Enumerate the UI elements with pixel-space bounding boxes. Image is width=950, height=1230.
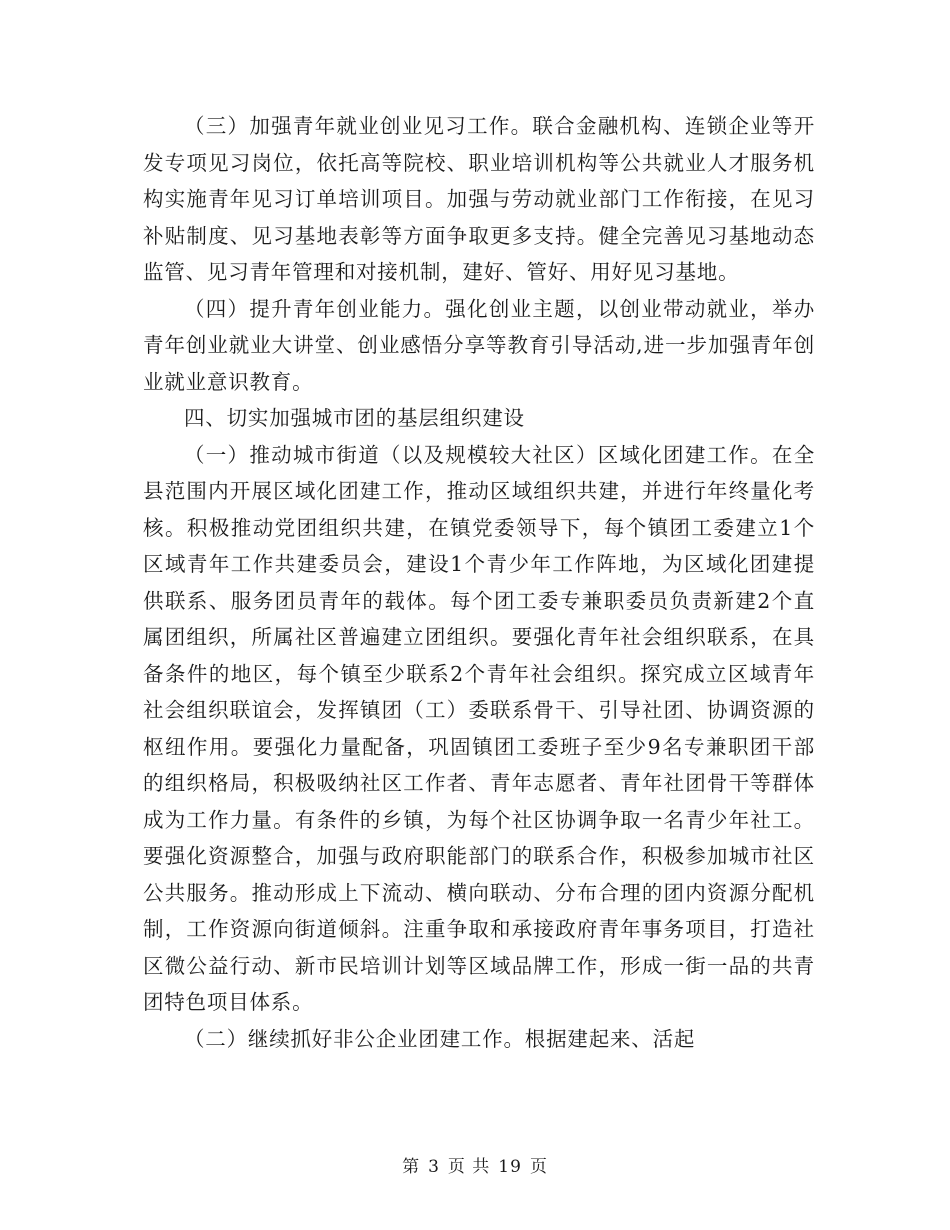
- footer-page-number: 3: [428, 1157, 440, 1177]
- footer-suffix: 页: [529, 1157, 548, 1177]
- paragraph-regional-league-building: （一）推动城市街道（以及规模较大社区）区域化团建工作。在全县范围内开展区域化团建工作，推动区域组织共建，并进行年终量化考核。积极推动党团组织共建，在镇党委领导下，每个镇团工委建立1个区域青年工作共建委员会，建设1个青少年工作阵地，为区域化团建提供联系、服务团员青年的载体。每个团工委专兼职委员负责新建2个直属团组织，所属社区普遍建立团组织。要强化青年社会组织联系，在具备条件的地区，每个镇至少联系2个青年社会组织。探究成立区域青年社会组织联谊会，发挥镇团（工）委联系骨干、引导社团、协调资源的枢纽作用。要强化力量配备，巩固镇团工委班子至少9名专兼职团干部的组织格局，积极吸纳社区工作者、青年志愿者、青年社团骨干等群体成为工作力量。有条件的乡镇，为每个社区协调争取一名青少年社工。要强化资源整合，加强与政府职能部门的联系合作，积极参加城市社区公共服务。推动形成上下流动、横向联动、分布合理的团内资源分配机制，工作资源向街道倾斜。注重争取和承接政府青年事务项目，打造社区微公益行动、新市民培训计划等区域品牌工作，形成一街一品的共青团特色项目体系。: [143, 442, 815, 1014]
- paragraph-youth-entrepreneurship: （四）提升青年创业能力。强化创业主题，以创业带动就业，举办青年创业就业大讲堂、创业感悟分享等教育引导活动,进一步加强青年创业就业意识教育。: [143, 296, 815, 394]
- footer-prefix: 第: [402, 1157, 421, 1177]
- footer-middle: 页 共: [447, 1157, 491, 1177]
- document-body: [143, 108, 815, 1057]
- paragraph-nonpublic-enterprise: （二）继续抓好非公企业团建工作。根据建起来、活起: [184, 1026, 696, 1051]
- page-footer: [0, 1152, 950, 1177]
- section-heading-four: 四、切实加强城市团的基层组织建设: [184, 406, 525, 430]
- paragraph-youth-internship: （三）加强青年就业创业见习工作。联合金融机构、连锁企业等开发专项见习岗位，依托高等院校、职业培训机构等公共就业人才服务机构实施青年见习订单培训项目。加强与劳动就业部门工作衔接，在见习补贴制度、见习基地表彰等方面争取更多支持。健全完善见习基地动态监管、见习青年管理和对接机制，建好、管好、用好见习基地。: [143, 114, 815, 284]
- footer-total-pages: 19: [498, 1157, 522, 1177]
